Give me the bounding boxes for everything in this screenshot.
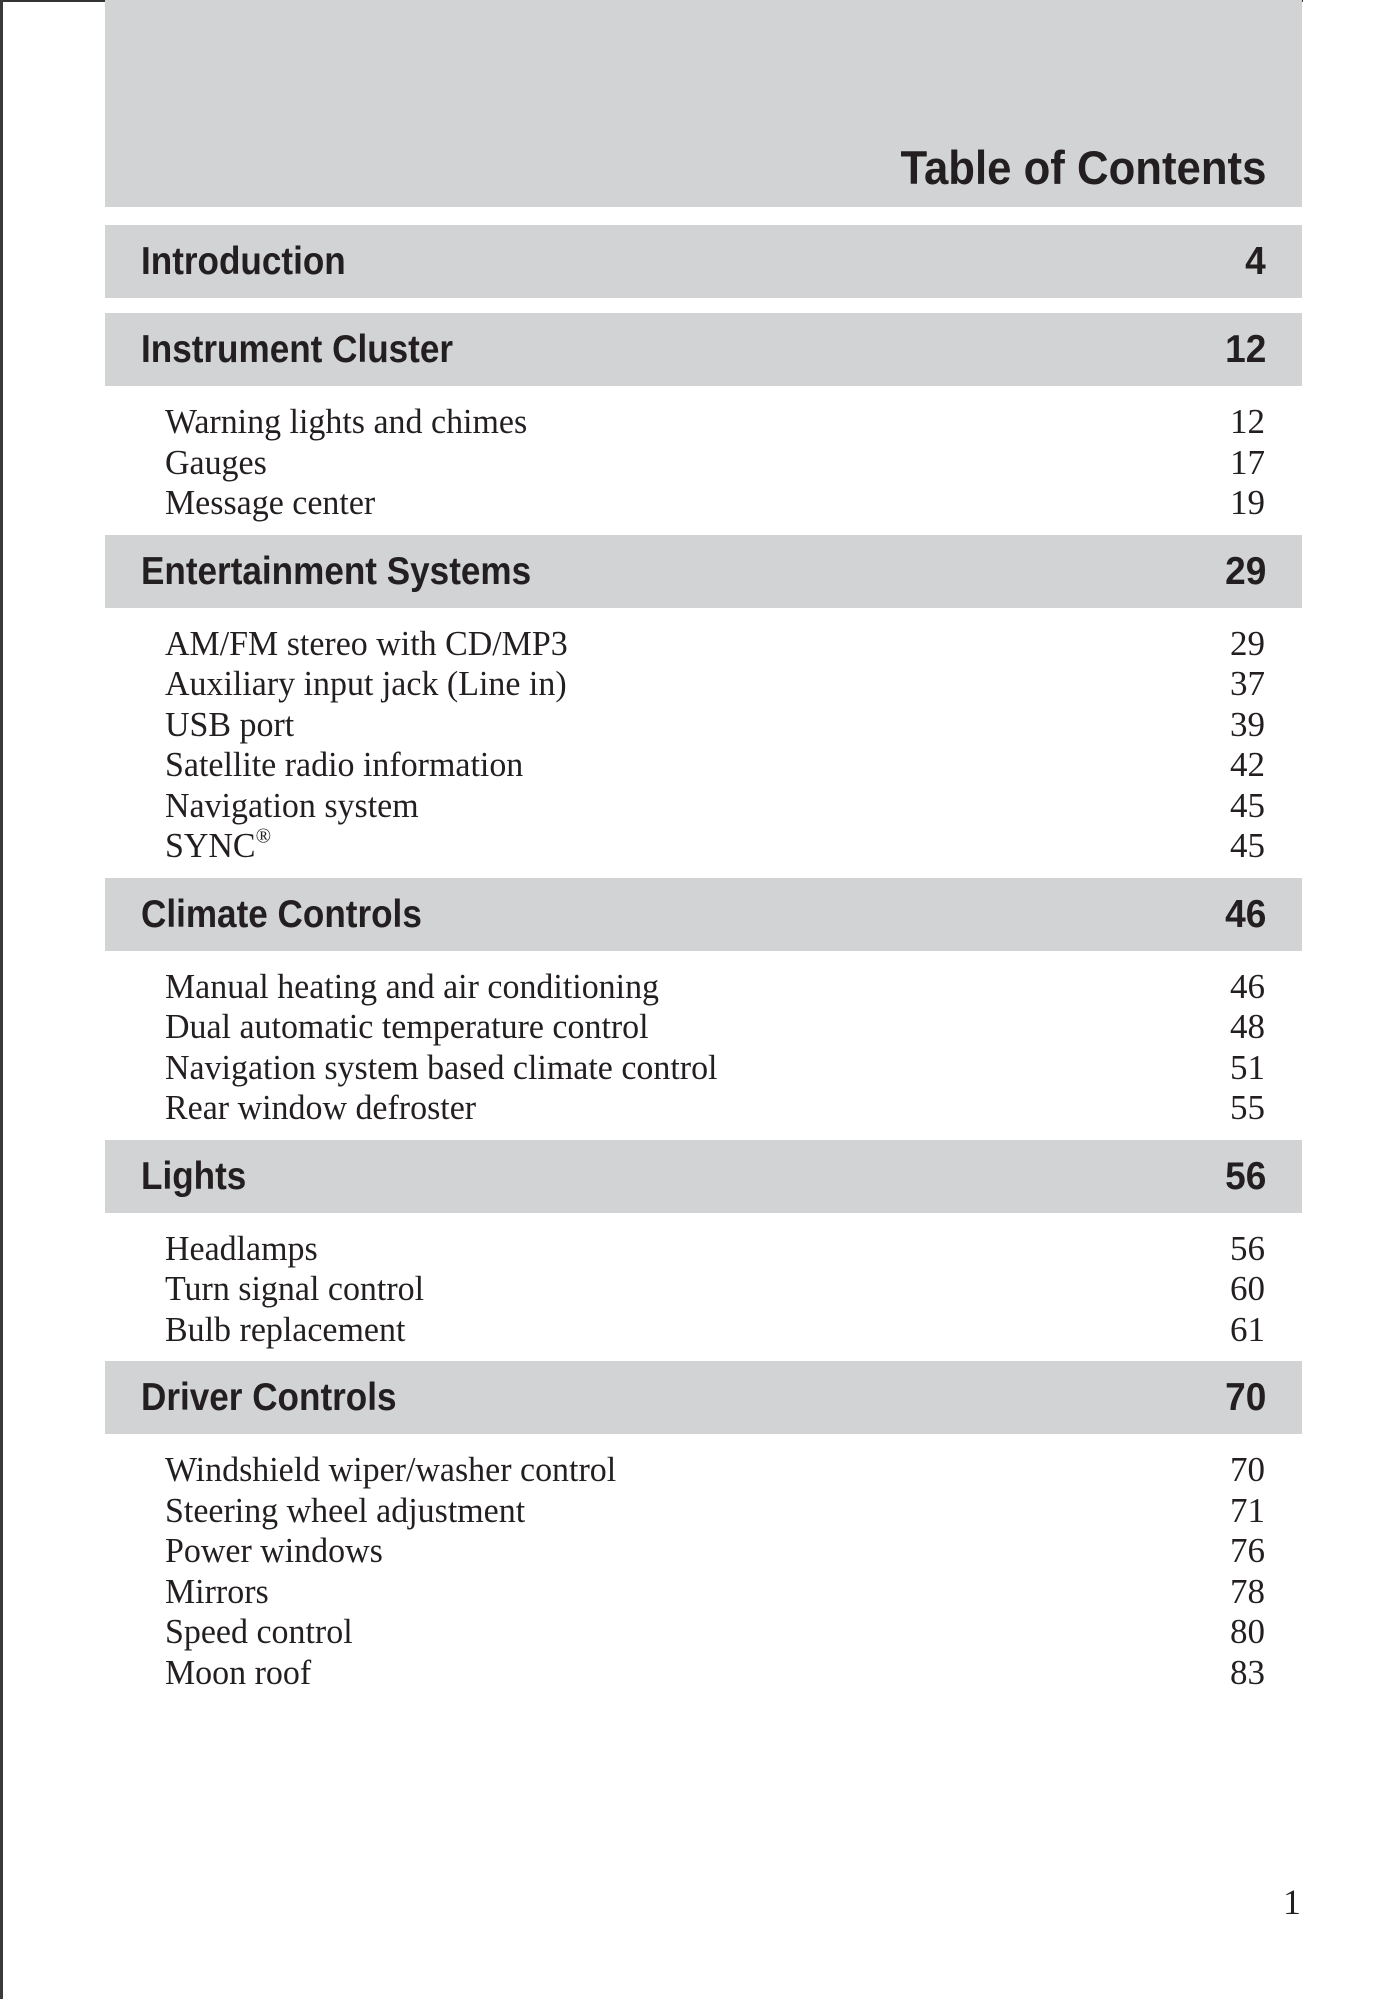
toc-entry[interactable] (165, 624, 1265, 665)
toc-entry[interactable] (165, 1531, 1265, 1572)
toc-entry[interactable] (165, 1007, 1265, 1048)
section-items (105, 386, 1302, 535)
toc-entry[interactable] (165, 1450, 1265, 1491)
toc-entry[interactable] (165, 402, 1265, 443)
toc-entry[interactable] (165, 1310, 1265, 1351)
entry-page-number: 48 (1230, 1007, 1265, 1046)
entry-label: USB port (165, 704, 295, 744)
section-items (105, 1434, 1302, 1704)
toc-entry[interactable] (165, 443, 1265, 484)
entry-page-number: 76 (1230, 1531, 1265, 1570)
entry-label: Mirrors (165, 1571, 269, 1611)
toc-entry[interactable] (165, 786, 1265, 827)
entry-label: Navigation system (165, 785, 419, 825)
title-banner (105, 0, 1302, 207)
entry-label: Message center (165, 483, 376, 522)
entry-label: Bulb replacement (165, 1309, 406, 1349)
entry-page-number: 70 (1230, 1450, 1265, 1489)
entry-page-number: 78 (1230, 1571, 1265, 1611)
entry-page-number: 19 (1230, 483, 1265, 522)
toc-entry[interactable] (165, 664, 1265, 705)
entry-page-number: 42 (1230, 745, 1265, 784)
entry-page-number: 80 (1230, 1612, 1265, 1651)
section-lights[interactable] (105, 1140, 1302, 1213)
entry-label: AM/FM stereo with CD/MP3 (165, 623, 568, 663)
entry-page-number: 51 (1230, 1047, 1265, 1087)
toc-entry[interactable] (165, 1088, 1265, 1129)
section-items (105, 951, 1302, 1140)
entry-page-number: 37 (1230, 664, 1265, 703)
section-title: Introduction (141, 240, 346, 283)
page-number: 1 (1283, 1882, 1301, 1922)
entry-page-number: 56 (1230, 1228, 1265, 1268)
entry-page-number: 83 (1230, 1652, 1265, 1692)
section-driver-controls[interactable] (105, 1361, 1302, 1434)
entry-page-number: 45 (1230, 785, 1265, 825)
entry-page-number: 29 (1230, 623, 1265, 663)
entry-label: Dual automatic temperature control (165, 1007, 649, 1046)
section-title: Driver Controls (141, 1376, 397, 1419)
page-title: Table of Contents (900, 141, 1266, 194)
entry-label: Rear window defroster (165, 1088, 477, 1127)
entry-label: Speed control (165, 1612, 353, 1651)
entry-label: Steering wheel adjustment (165, 1490, 526, 1530)
entry-label: Moon roof (165, 1652, 312, 1692)
entry-page-number: 17 (1230, 442, 1265, 482)
toc-entry[interactable] (165, 483, 1265, 524)
entry-label: Power windows (165, 1531, 383, 1570)
section-page-number: 46 (1224, 892, 1266, 936)
entry-label: Satellite radio information (165, 745, 524, 784)
registered-trademark-symbol: ® (255, 823, 272, 848)
toc-entry[interactable] (165, 1653, 1265, 1694)
toc-entry[interactable] (165, 823, 1265, 867)
section-title: Lights (141, 1154, 247, 1198)
toc-entry[interactable] (165, 1048, 1265, 1089)
section-items (105, 608, 1302, 878)
entry-label: Headlamps (165, 1228, 318, 1268)
entry-label: Gauges (165, 442, 267, 482)
entry-label: Turn signal control (165, 1269, 425, 1308)
entry-label: Warning lights and chimes (165, 402, 528, 441)
toc-entry[interactable] (165, 1572, 1265, 1613)
entry-label: Navigation system based climate control (165, 1047, 718, 1087)
section-introduction[interactable] (105, 225, 1302, 298)
toc-page (105, 0, 1302, 1704)
section-instrument-cluster[interactable] (105, 313, 1302, 386)
entry-page-number: 12 (1230, 402, 1265, 441)
toc-entry[interactable] (165, 745, 1265, 786)
section-climate-controls[interactable] (105, 878, 1302, 951)
section-page-number: 56 (1224, 1154, 1266, 1198)
section-page-number: 12 (1224, 328, 1266, 371)
entry-label: Windshield wiper/washer control (165, 1450, 617, 1489)
entry-page-number: 71 (1230, 1490, 1265, 1530)
toc-entry[interactable] (165, 1491, 1265, 1532)
section-page-number: 29 (1224, 549, 1266, 593)
toc-entry[interactable] (165, 1269, 1265, 1310)
section-page-number: 70 (1224, 1376, 1266, 1419)
section-title: Entertainment Systems (141, 549, 532, 593)
section-title: Climate Controls (141, 892, 422, 936)
section-page-number: 4 (1245, 240, 1266, 283)
toc-entry[interactable] (165, 1229, 1265, 1270)
toc-entry[interactable] (165, 967, 1265, 1008)
entry-page-number: 61 (1230, 1309, 1265, 1349)
page-left-border (0, 0, 3, 1999)
table-of-contents (105, 225, 1302, 1704)
entry-page-number: 46 (1230, 966, 1265, 1006)
section-items (105, 1213, 1302, 1362)
entry-page-number: 55 (1230, 1088, 1265, 1127)
section-title: Instrument Cluster (141, 328, 454, 371)
entry-page-number: 45 (1230, 826, 1265, 865)
toc-entry[interactable] (165, 1612, 1265, 1653)
entry-page-number: 60 (1230, 1269, 1265, 1308)
toc-entry[interactable] (165, 705, 1265, 746)
entry-label: Auxiliary input jack (Line in) (165, 664, 567, 703)
section-entertainment-systems[interactable] (105, 535, 1302, 608)
entry-page-number: 39 (1230, 704, 1265, 744)
entry-label: SYNC® (165, 823, 272, 865)
entry-label: Manual heating and air conditioning (165, 966, 660, 1006)
